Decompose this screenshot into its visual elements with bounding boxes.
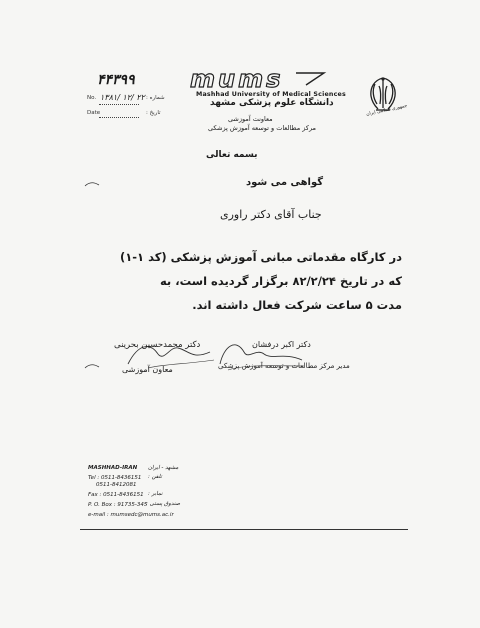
signatory-right-title: مدیر مرکز مطالعات و توسعه آموزش پزشکی <box>218 362 350 370</box>
signatory-right-name: دکتر اکبر درفشان <box>252 340 311 349</box>
footer-fax: Fax : 0511-8436151 <box>88 492 144 498</box>
footer-pobox: P. O. Box : 91735-345 <box>88 502 148 508</box>
dept-line-1: معاونت آموزشی <box>228 115 273 123</box>
logo-swoosh <box>296 73 324 85</box>
number-underline <box>99 104 139 105</box>
signatory-left-name: دکتر محمدحسین بحرینی <box>114 340 201 350</box>
number-prefix: No. <box>87 95 97 101</box>
emblem-caption: جمهوری اسلامی ایران <box>365 103 408 118</box>
footer-fax-label: نمابر : <box>148 491 163 497</box>
margin-mark-icon <box>84 180 100 188</box>
footer-tel-label: تلفن : <box>148 474 162 480</box>
body-line-1: در کارگاه مقدماتی مبانی آموزش پزشکی (کد ۱-۱) <box>119 250 402 264</box>
certificate-title: گواهی می شود <box>246 177 324 188</box>
date-prefix: Date <box>87 110 101 116</box>
signatory-left-title: معاون آموزشی <box>122 365 173 374</box>
footer-rule <box>80 529 408 530</box>
letter-number: ۴۴۳۹۹ <box>97 72 135 88</box>
dept-line-2: مرکز مطالعات و توسعه آموزش پزشکی <box>208 124 317 132</box>
university-name-fa: دانشگاه علوم پزشکی مشهد <box>210 98 334 108</box>
footer-tel-1: Tel : 0511-8436151 <box>88 475 142 481</box>
university-name-en: Mashhad University of Medical Sciences <box>196 91 346 98</box>
footer-city-fa: مشهد - ایران <box>148 465 179 471</box>
body-line-2: که در تاریخ ۸۲/۲/۲۴ برگزار گردیده است، به <box>159 274 402 288</box>
date-label: تاریخ : <box>146 110 161 116</box>
mums-logo-icon <box>188 68 328 90</box>
body-line-3: مدت ۵ ساعت شرکت فعال داشته اند. <box>192 298 402 312</box>
recipient-name: جناب آقای دکتر راوری <box>220 208 322 221</box>
invocation: بسمه تعالی <box>206 150 258 160</box>
footer-city-en: MASHHAD-IRAN <box>88 465 138 471</box>
mums-logo-text: mums <box>190 68 284 90</box>
footer-email: e-mail : mumsedc@mums.ac.ir <box>88 512 174 518</box>
footer-tel-2: 0511-8412081 <box>96 482 137 488</box>
margin-mark-icon <box>84 362 100 370</box>
date-value: ۱۳۸۱/ ۱۲/ ۲۲ <box>100 93 145 102</box>
date-underline <box>99 117 139 118</box>
footer-pobox-label: صندوق پستی : <box>146 501 181 507</box>
number-label: شماره : <box>146 95 165 101</box>
